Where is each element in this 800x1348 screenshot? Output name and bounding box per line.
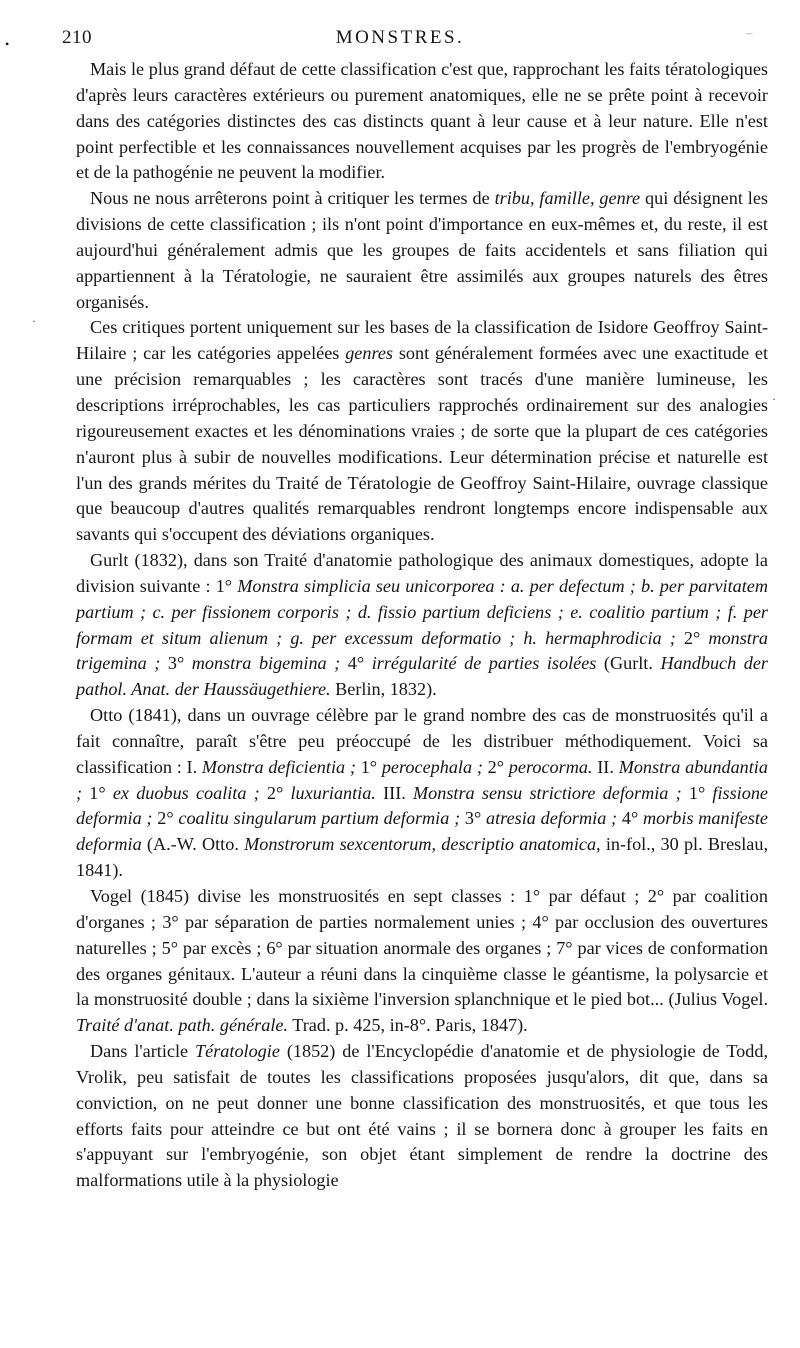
text-run: Dans l'article	[90, 1041, 196, 1062]
text-run: (A.-W. Otto.	[141, 834, 245, 855]
italic-text: luxuriantia.	[290, 782, 376, 803]
paragraph	[76, 1039, 768, 1194]
italic-text: perocephala ;	[381, 756, 483, 777]
italic-text: irrégularité de parties isolées	[371, 653, 597, 674]
italic-text: monstra trigemina ;	[76, 627, 768, 674]
margin-mark-left: ·	[32, 314, 36, 328]
italic-text: Monstra simplicia seu unicorporea : a. per defectum ; b. per parvitatem partium ; c. per fissionem corporis ; d. fissio partium deficiens ; e. coalitio partium ; f. per formam et situm alienum ; g. per excessum deformatio ; h. hermaphrodicia ;	[76, 575, 768, 648]
text-run: (Gurlt.	[596, 653, 661, 674]
text-run: 2°	[259, 782, 291, 803]
text-run: 2°	[675, 627, 709, 648]
text-run: 1°	[681, 782, 713, 803]
page-number: 210	[62, 27, 92, 48]
text-run: 1°	[355, 756, 382, 777]
text-run: Mais le plus grand défaut de cette classification c'est que, rapprochant les faits tératologiques d'après leurs caractères extérieurs ou purement anatomiques, elle ne se prête point à recevoir dans des catégories distinctes des cas distincts quant à leur cause et à leur nature. Elle n'est point perfectible et les connaissances nouvellement acquises par les progrès de l'embryogénie et de la pathogénie ne peuvent la modifier.	[76, 59, 768, 183]
text-run: 3°	[160, 653, 192, 674]
running-title: MONSTRES.	[335, 27, 465, 48]
corner-mark-right: –	[746, 25, 753, 40]
text-run: 2°	[482, 756, 509, 777]
paragraph	[76, 548, 768, 703]
italic-text: coalitu singularum partium deformia ;	[178, 808, 461, 829]
italic-text: perocorma.	[508, 756, 593, 777]
paragraph	[76, 186, 768, 315]
italic-text: fissione deformia ;	[76, 782, 768, 829]
italic-text: Traité d'anat. path. générale.	[76, 1015, 289, 1036]
text-run: in-fol., 30 pl. Breslau, 1841).	[76, 834, 768, 881]
italic-text: Monstrorum sexcentorum, descriptio anatomica,	[244, 834, 601, 855]
text-run: 1°	[82, 782, 113, 803]
text-run: 4°	[340, 653, 372, 674]
body-text	[76, 57, 768, 1194]
text-run: Trad. p. 425, in-8°. Paris, 1847).	[288, 1015, 528, 1036]
italic-text: genres	[345, 343, 394, 364]
text-run: Vogel (1845) divise les monstruosités en sept classes : 1° par défaut ; 2° par coalition d'organes ; 3° par séparation de parties normalement unies ; 4° par occlusion des ouvertures naturelles ; 5° par excès ; 6° par situation anormale des organes ; 7° par vices de conformation des organes génitaux. L'auteur a réuni dans la cinquième classe le géantisme, la polysarcie et la monstruosité double ; dans la sixième l'inversion splanchnique et le pied bot... (Julius Vogel.	[76, 886, 768, 1010]
text-run: Berlin, 1832).	[330, 679, 437, 700]
text-run: qui désignent les divisions de cette classification ; ils n'ont point d'importance en eux-mêmes et, du reste, il est aujourd'hui généralement admis que les groupes de faits accidentels et sans filiation qui appartiennent à la Tératologie, ne sauraient être assimilés aux groupes naturels des êtres organisés.	[76, 188, 769, 312]
text-run: 4°	[617, 808, 643, 829]
italic-text: Tératologie	[195, 1041, 280, 1062]
text-run: Nous ne nous arrêterons point à critiquer les termes de	[90, 188, 495, 209]
paragraph	[76, 703, 768, 884]
italic-text: morbis manifeste deformia	[76, 808, 768, 855]
text-run: Gurlt (1832), dans son Traité d'anatomie pathologique des animaux domestiques, adopte la division suivante : 1°	[76, 550, 768, 596]
italic-text: Monstra sensu strictiore deformia ;	[413, 782, 682, 803]
text-run: Otto (1841), dans un ouvrage célèbre par le grand nombre des cas de monstruosités qu'il a fait connaître, paraît s'être peu préoccupé de les distribuer méthodiquement. Voici sa classification : I.	[76, 705, 768, 777]
margin-mark-right: ·	[772, 392, 776, 406]
text-run: 2°	[152, 808, 179, 829]
italic-text: Handbuch der pathol. Anat. der Haussäugethiere.	[76, 653, 769, 700]
italic-text: ex duobus coalita ;	[112, 782, 260, 803]
text-run: (1852) de l'Encyclopédie d'anatomie et de physiologie de Todd, Vrolik, peu satisfait de toutes les classifications proposées jusqu'alors, dit que, dans sa conviction, on ne peut donner une bonne classification des monstruosités, et que tous les efforts faits pour atteindre ce but ont été vains ; il se bornera donc à grouper les faits en s'appuyant sur l'embryogénie, son objet étant simplement de rendre la doctrine des malformations utile à la physiologie	[76, 1041, 768, 1191]
italic-text: atresia deformia ;	[486, 808, 618, 829]
italic-text: tribu, famille, genre	[494, 188, 641, 209]
text-run: Ces critiques portent uniquement sur les bases de la classification de Isidore Geoffroy Saint-Hilaire ; car les catégories appelées	[76, 317, 768, 364]
text-run: II.	[592, 756, 619, 777]
italic-text: Monstra deficientia ;	[201, 756, 356, 777]
text-run: sont généralement formées avec une exactitude et une précision remarquables ; les caractères sont tracés d'une manière lumineuse, les descriptions irréprochables, les cas particuliers rapprochés ordinairement sur des analogies rigoureusement exactes et les dénominations vraies ; de sorte que la plupart de ces catégories n'auront plus à subir de nouvelles modifications. Leur détermination précise et naturelle est l'un des grands mérites du Traité de Tératologie de Geoffroy Saint-Hilaire, ouvrage classique que beaucoup d'autres qualités remarquables rendront longtemps encore indispensable aux savants qui s'occupent des déviations organiques.	[76, 343, 769, 545]
paragraph	[76, 884, 768, 1039]
text-run: III.	[375, 782, 414, 803]
italic-text: Monstra abundantia ;	[76, 756, 768, 803]
text-run: 3°	[460, 808, 487, 829]
italic-text: monstra bigemina ;	[191, 653, 341, 674]
paragraph	[76, 315, 768, 548]
paragraph	[76, 57, 768, 186]
corner-mark-left: •	[5, 37, 10, 51]
